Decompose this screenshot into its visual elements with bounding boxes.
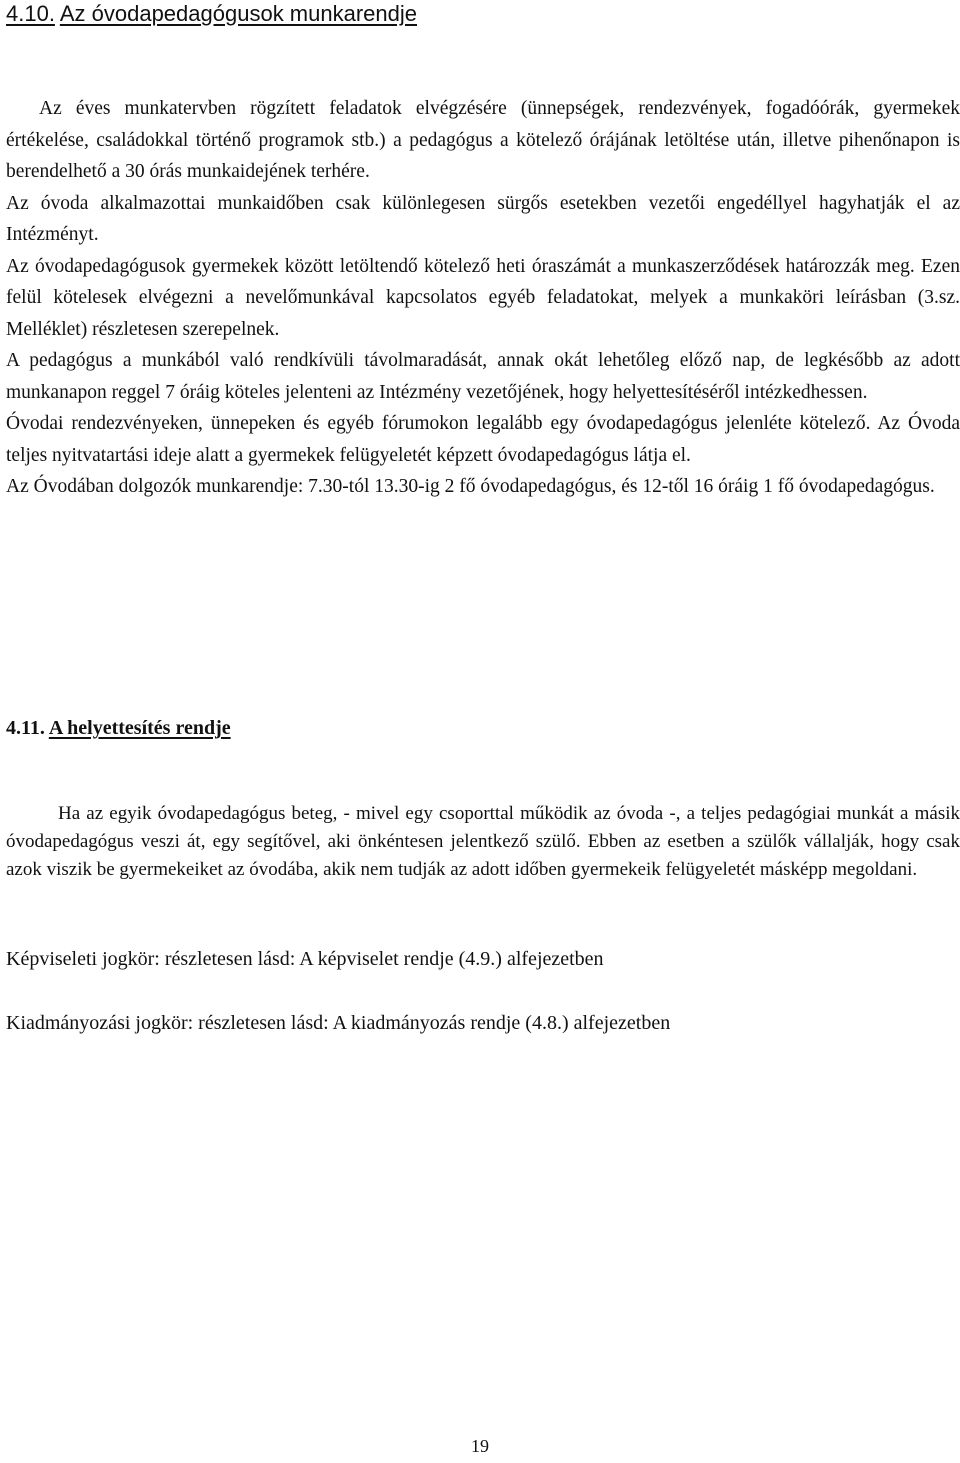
section-4-11-body bbox=[6, 800, 960, 884]
paragraph: Az óvoda alkalmazottai munkaidőben csak különlegesen sürgős esetekben vezetői engedéllyel hagyhatják el az Intézményt. bbox=[6, 192, 960, 245]
paragraph: Óvodai rendezvényeken, ünnepeken és egyéb fórumokon legalább egy óvodapedagógus jelenléte kötelező. Az Óvoda teljes nyitvatartási ideje alatt a gyermekek felügyeletét képzett óvodapedagógus látja el. bbox=[6, 413, 960, 466]
paragraph: Az Óvodában dolgozók munkarendje: 7.30-tól 13.30-ig 2 fő óvodapedagógus, és 12-től 16 óráig 1 fő óvodapedagógus. bbox=[6, 476, 935, 497]
page-number: 19 bbox=[471, 1436, 489, 1456]
section-4-10-body bbox=[6, 93, 960, 503]
section-number: 4.11. bbox=[6, 717, 45, 739]
paragraph: Az óvodapedagógusok gyermekek között letöltendő kötelező heti óraszámát a munkaszerződések határozzák meg. Ezen felül kötelesek elvégezni a nevelőmunkával kapcsolatos egyéb feladatokat, melyek a munkaköri leírásban (3.sz. Melléklet) részletesen szerepelnek. bbox=[6, 255, 960, 340]
section-number: 4.10. bbox=[6, 1, 55, 26]
paragraph: Ha az egyik óvodapedagógus beteg, - mivel egy csoporttal működik az óvoda -, a teljes pedagógiai munkát a másik óvodapedagógus veszi át, egy segítővel, aki önkéntesen jelentkező szülő. Ebben az esetben a szülők vállalják, hogy csak azok viszik be gyermekeiket az óvodába, akik nem tudják az adott időben gyermekeik felügyeletét másképp megoldani. bbox=[6, 803, 960, 880]
paragraph: Az éves munkatervben rögzített feladatok elvégzésére (ünnepségek, rendezvények, fogadóórák, gyermekek értékelése, családokkal történő programok stb.) a pedagógus a kötelező órájának letöltése után, illetve pihenőnapon is berendelhető a 30 órás munkaidejének terhére. bbox=[6, 98, 960, 182]
representation-line: Képviseleti jogkör: részletesen lásd: A képviselet rendje (4.9.) alfejezetben bbox=[6, 948, 604, 970]
section-title: Az óvodapedagógusok munkarendje bbox=[59, 1, 417, 26]
signing-authority-line: Kiadmányozási jogkör: részletesen lásd: A kiadmányozás rendje (4.8.) alfejezetben bbox=[6, 1012, 671, 1034]
section-heading-4-11 bbox=[6, 714, 231, 742]
section-title: A helyettesítés rendje bbox=[48, 717, 231, 739]
section-heading-4-10 bbox=[6, 0, 417, 28]
paragraph: A pedagógus a munkából való rendkívüli távolmaradását, annak okát lehetőleg előző nap, de legkésőbb az adott munkanapon reggel 7 óráig köteles jelenteni az Intézmény vezetőjének, hogy helyettesítéséről intézkedhessen. bbox=[6, 350, 960, 403]
